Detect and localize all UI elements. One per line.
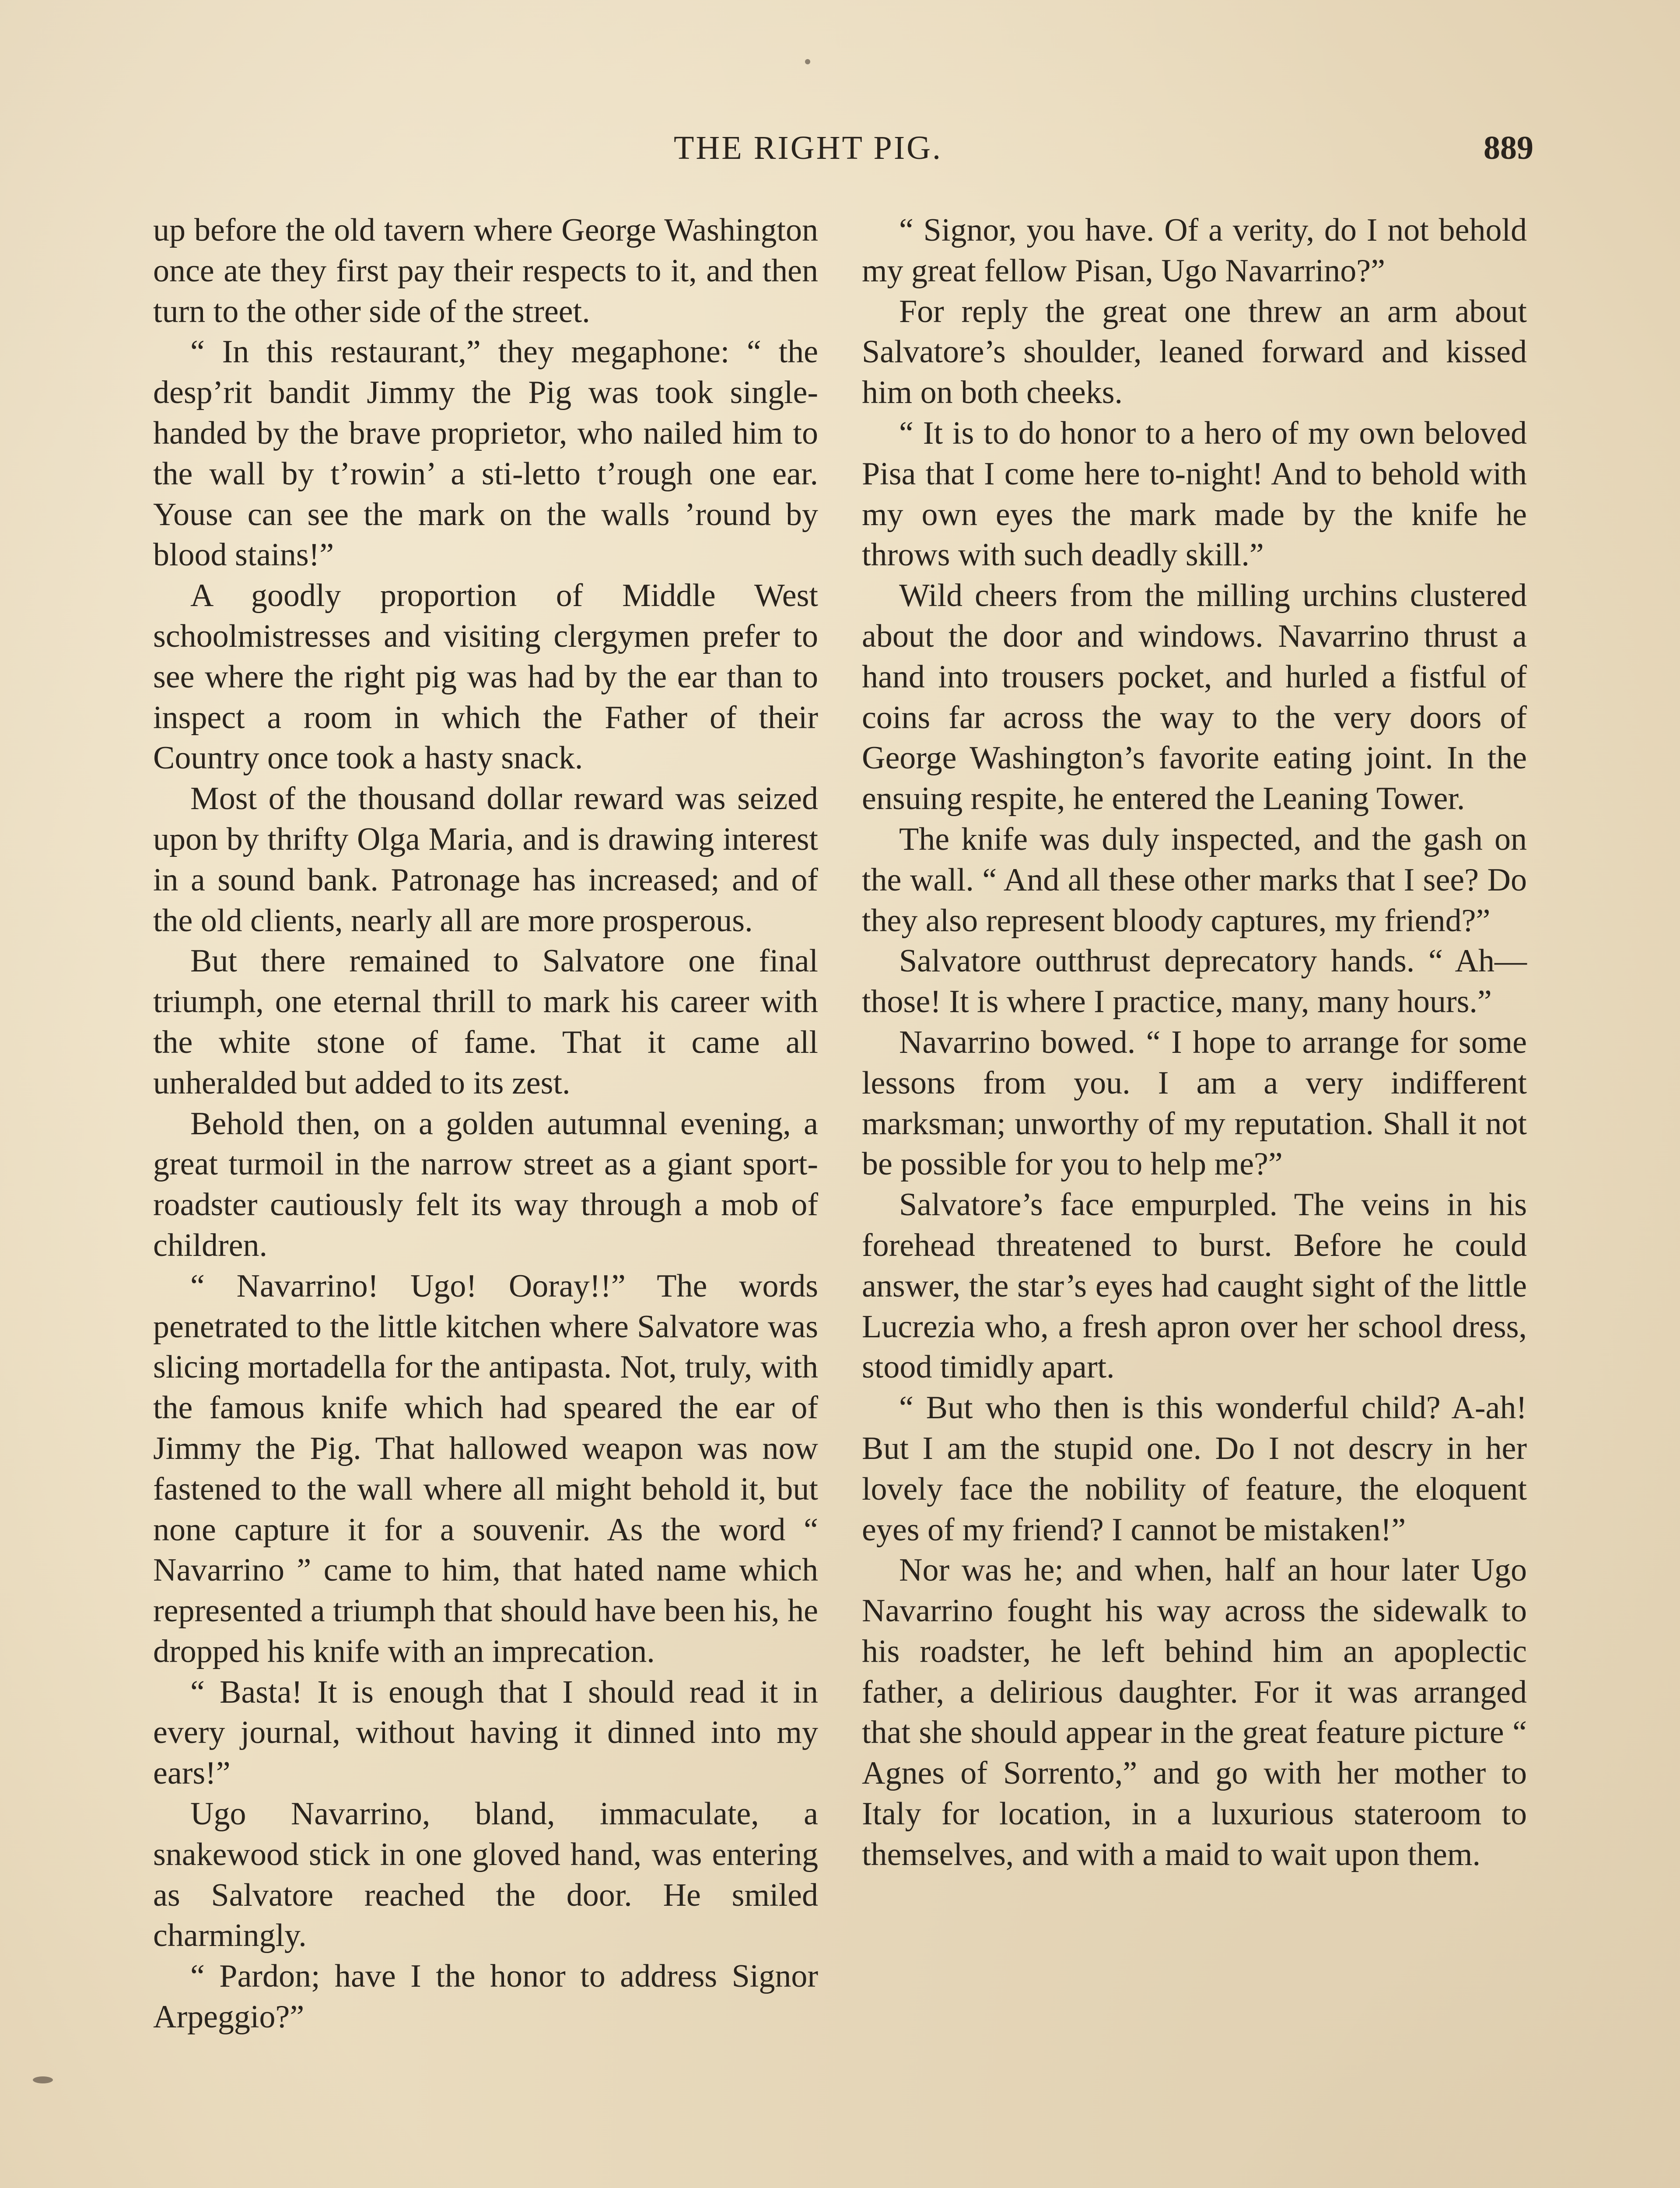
paragraph: Salvatore outthrust deprecatory hands. “ Ah—those! It is where I practice, many, many hours.”: [862, 943, 1527, 1020]
paragraph: “ In this restaurant,” they megaphone: “ the desp’rit bandit Jimmy the Pig was took single-handed by the brave proprietor, who nailed him to the wall by t’rowin’ a sti-letto t’rough one ear. Youse can see the mark on the walls ’round by blood stains!”: [153, 334, 818, 573]
paragraph: “ Navarrino! Ugo! Ooray!!” The words penetrated to the little kitchen where Salvatore was slicing mortadella for the antipasta. Not, truly, with the famous knife which had speared the ear of Jimmy the Pig. That hallowed weapon was now fastened to the wall where all might behold it, but none capture it for a souvenir. As the word “ Navarrino ” came to him, that hated name which represented a triumph that should have been his, he dropped his knife with an imprecation.: [153, 1268, 818, 1669]
paragraph: Navarrino bowed. “ I hope to arrange for some lessons from you. I am a very indifferent marksman; unworthy of my reputation. Shall it not be possible for you to help me?”: [862, 1024, 1527, 1182]
paragraph: “ Pardon; have I the honor to address Signor Arpeggio?”: [153, 1958, 818, 2035]
paragraph: Behold then, on a golden autumnal evening, a great turmoil in the narrow street as a giant sport-roadster cautiously felt its way through a mob of children.: [153, 1105, 818, 1263]
paragraph: “ Signor, you have. Of a verity, do I not behold my great fellow Pisan, Ugo Navarrino?”: [862, 212, 1527, 289]
ink-speck: [805, 59, 810, 64]
paragraph: Nor was he; and when, half an hour later Ugo Navarrino fought his way across the sidewalk to his roadster, he left behind him an apoplectic father, a delirious daughter. For it was arranged that she should appear in the great feature picture “ Agnes of Sorrento,” and go with her mother to Italy for location, in a luxurious stateroom to themselves, and with a maid to wait upon them.: [862, 1552, 1527, 1872]
paragraph: A goodly proportion of Middle West schoolmistresses and visiting clergymen prefer to see where the right pig was had by the ear than to inspect a room in which the Father of their Country once took a hasty snack.: [153, 578, 818, 776]
paragraph: Most of the thousand dollar reward was seized upon by thrifty Olga Maria, and is drawing interest in a sound bank. Patronage has increased; and of the old clients, nearly all are more prosperous.: [153, 781, 818, 939]
paragraph: The knife was duly inspected, and the gash on the wall. “ And all these other marks that I see? Do they also represent bloody captures, my friend?”: [862, 821, 1527, 939]
paragraph: Wild cheers from the milling urchins clustered about the door and windows. Navarrino thrust a hand into trousers pocket, and hurled a fistful of coins far across the way to the very doors of George Washington’s favorite eating joint. In the ensuing respite, he entered the Leaning Tower.: [862, 578, 1527, 817]
paragraph: “ But who then is this wonderful child? A-ah! But I am the stupid one. Do I not descry in her lovely face the nobility of feature, the eloquent eyes of my friend? I cannot be mistaken!”: [862, 1390, 1527, 1548]
running-title: THE RIGHT PIG.: [674, 130, 943, 166]
paragraph: But there remained to Salvatore one final triumph, one eternal thrill to mark his career with the white stone of fame. That it came all unheralded but added to its zest.: [153, 943, 818, 1101]
paragraph: up before the old tavern where George Washington once ate they first pay their respects to it, and then turn to the other side of the street.: [153, 212, 818, 330]
paragraph: “ Basta! It is enough that I should read it in every journal, without having it dinned into my ears!”: [153, 1674, 818, 1792]
ink-blot: [33, 2076, 53, 2083]
right-text-column: [862, 210, 1527, 1875]
running-head: [0, 131, 1680, 184]
paragraph: Ugo Navarrino, bland, immaculate, a snakewood stick in one gloved hand, was entering as Salvatore reached the door. He smiled charmingly.: [153, 1796, 818, 1954]
page-number: 889: [1484, 130, 1533, 166]
paragraph: “ It is to do honor to a hero of my own beloved Pisa that I come here to-night! And to behold with my own eyes the mark made by the knife he throws with such deadly skill.”: [862, 415, 1527, 573]
paragraph: For reply the great one threw an arm about Salvatore’s shoulder, leaned forward and kissed him on both cheeks.: [862, 293, 1527, 411]
paragraph: Salvatore’s face empurpled. The veins in his forehead threatened to burst. Before he could answer, the star’s eyes had caught sight of the little Lucrezia who, a fresh apron over her school dress, stood timidly apart.: [862, 1187, 1527, 1385]
left-text-column: [153, 210, 818, 2037]
